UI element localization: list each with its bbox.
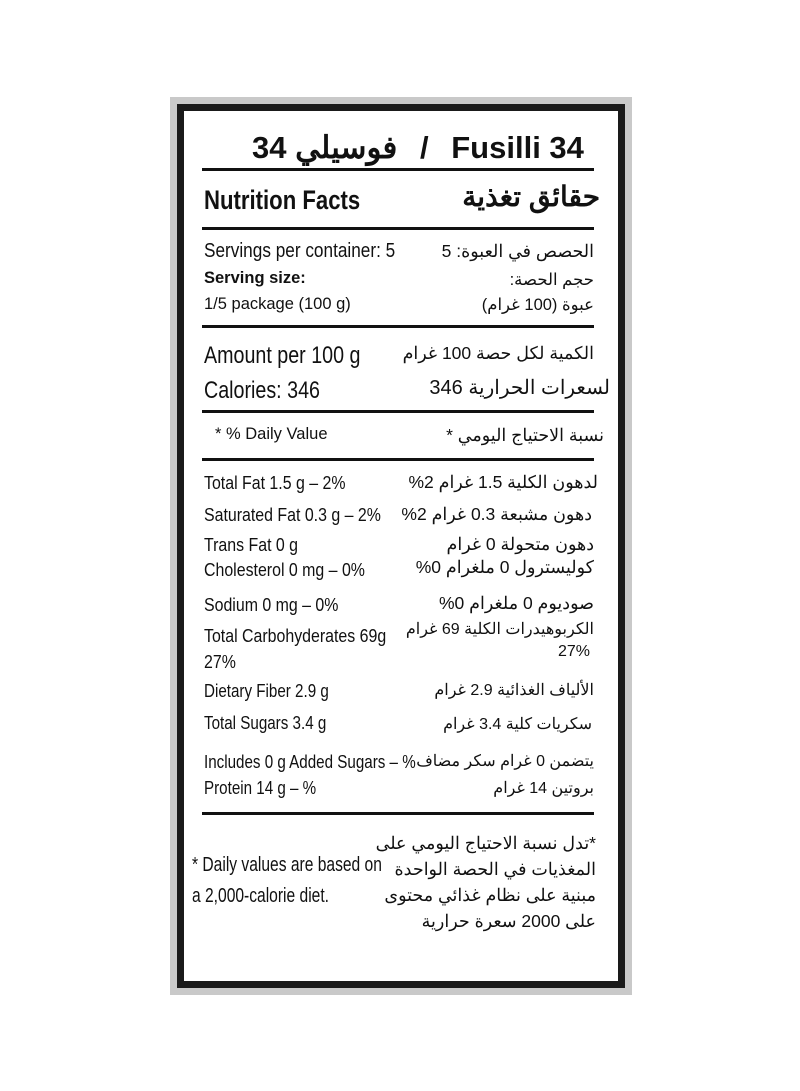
footnote-en-line-1: * Daily values are based on [192, 854, 382, 876]
cholesterol-ar: كوليسترول 0 ملغرام 0% [415, 557, 594, 577]
calories-en: Calories: 346 [204, 377, 320, 404]
title-rule [202, 168, 594, 171]
product-title [252, 130, 584, 166]
footnote-ar-line-2: المغذيات في الحصة الواحدة [394, 859, 596, 879]
protein-en: Protein 14 g – % [204, 777, 317, 798]
carbohydrates-percent-ar: 27% [557, 643, 590, 660]
dietary-fiber-ar: الألياف الغذائية 2.9 غرام [434, 682, 594, 699]
heading-rule [202, 227, 594, 230]
footnote-en-line-2: a 2,000-calorie diet. [192, 885, 330, 907]
footnote-ar [376, 830, 596, 934]
sodium-ar: صوديوم 0 ملغرام 0% [438, 593, 594, 613]
footnote-ar-line-4: على 2000 سعرة حرارية [421, 911, 596, 931]
sodium-en: Sodium 0 mg – 0% [204, 594, 339, 615]
servings-rule [202, 325, 594, 328]
daily-value-rule [202, 458, 594, 461]
calories-rule [202, 410, 594, 413]
carbohydrates-percent-en: 27% [204, 651, 236, 672]
heading-en: Nutrition Facts [204, 185, 361, 215]
serving-size-ar: حجم الحصة: [509, 271, 594, 289]
package-ar: عبوة (100 غرام) [481, 296, 594, 314]
daily-value-en: * % Daily Value [215, 425, 328, 443]
servings-en: Servings per container: 5 [204, 240, 396, 262]
protein-ar: بروتين 14 غرام [493, 780, 594, 797]
added-sugars-ar: يتضمن 0 غرام سكر مضاف [416, 753, 594, 770]
total-sugars-en: Total Sugars 3.4 g [204, 712, 327, 733]
product-title-separator: / [420, 130, 429, 165]
saturated-fat-ar: دهون مشبعة 0.3 غرام 2% [401, 504, 592, 524]
package-en: 1/5 package (100 g) [204, 295, 351, 313]
saturated-fat-en: Saturated Fat 0.3 g – 2% [204, 504, 381, 525]
product-title-en: Fusilli 34 [451, 130, 584, 165]
footnote-en [192, 850, 382, 912]
nutrients-rule [202, 812, 594, 815]
daily-value-ar: نسبة الاحتياج اليومي * [446, 425, 604, 445]
trans-fat-en: Trans Fat 0 g [204, 534, 299, 555]
calories-ar: لسعرات الحرارية 346 [429, 377, 610, 399]
cholesterol-en: Cholesterol 0 mg – 0% [204, 559, 365, 580]
serving-size-en: Serving size: [204, 269, 306, 287]
product-title-ar: فوسيلي 34 [252, 130, 398, 165]
carbohydrates-en: Total Carbohyderates 69g [204, 625, 387, 646]
amount-en: Amount per 100 g [204, 342, 361, 369]
footnote-ar-line-3: مبنية على نظام غذائي محتوى [384, 885, 596, 905]
heading-ar: حقائق تغذية [462, 181, 600, 212]
carbohydrates-ar: الكربوهيدرات الكلية 69 غرام [405, 621, 594, 638]
total-fat-en: Total Fat 1.5 g – 2% [204, 472, 346, 493]
total-fat-ar: لدهون الكلية 1.5 غرام 2% [408, 472, 598, 492]
amount-ar: الكمية لكل حصة 100 غرام [402, 343, 594, 363]
added-sugars-en: Includes 0 g Added Sugars – % [204, 751, 416, 772]
footnote-ar-line-1: *تدل نسبة الاحتياج اليومي على [375, 833, 596, 853]
trans-fat-ar: دهون متحولة 0 غرام [446, 534, 594, 554]
total-sugars-ar: سكريات كلية 3.4 غرام [443, 716, 592, 733]
servings-ar: الحصص في العبوة: 5 [441, 241, 594, 261]
dietary-fiber-en: Dietary Fiber 2.9 g [204, 680, 329, 701]
